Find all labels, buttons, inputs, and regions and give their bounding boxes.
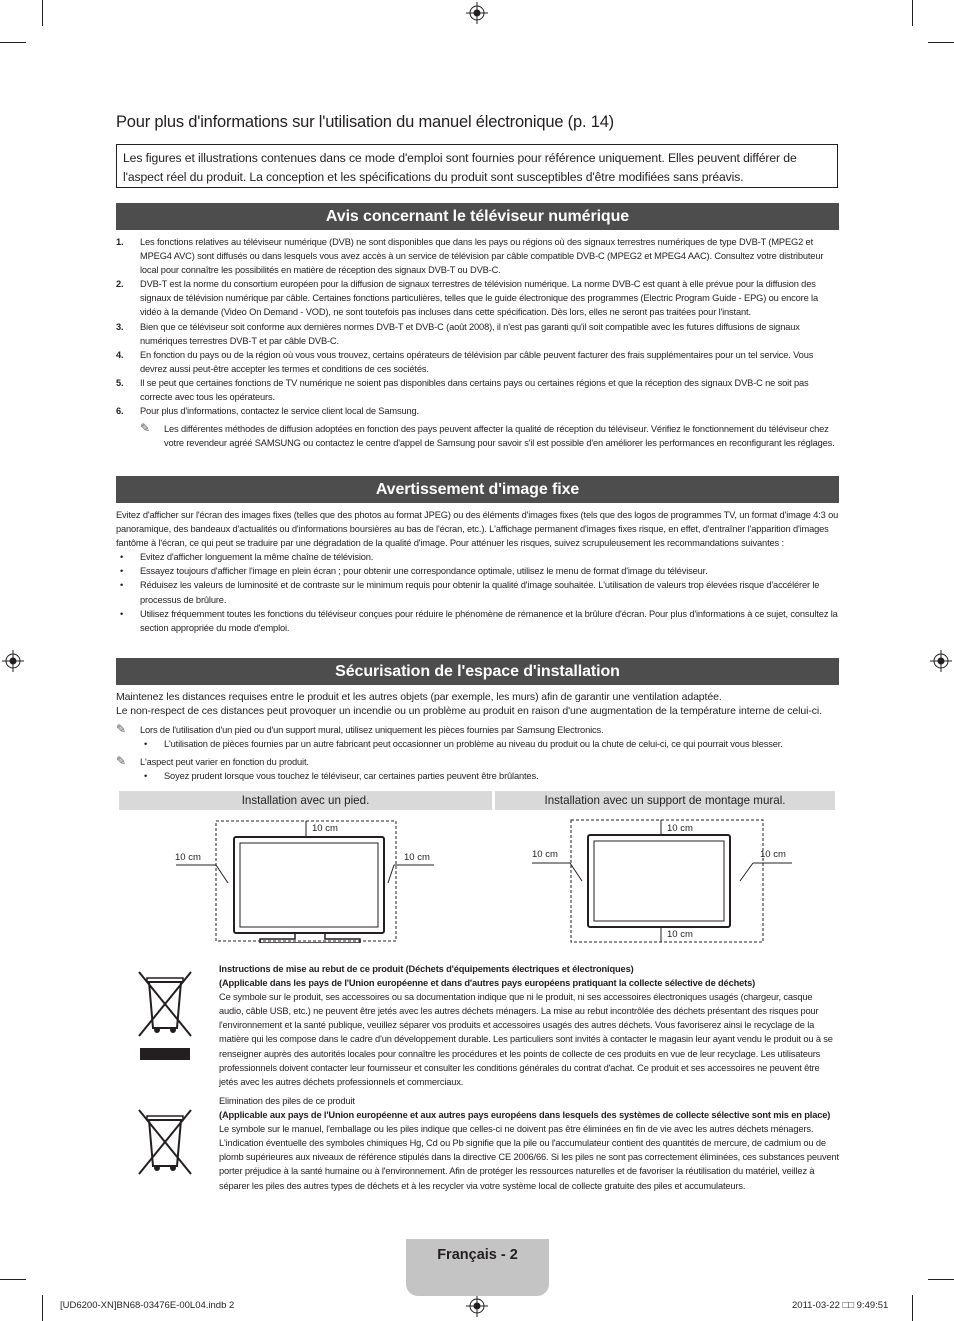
bullet-list: [116, 550, 840, 635]
page-heading: Pour plus d'informations sur l'utilisation du manuel électronique (p. 14): [116, 113, 614, 131]
list-item: • Evitez d'afficher longuement la même chaîne de télévision.: [116, 550, 840, 564]
note-pencil-icon: ✎: [116, 721, 126, 736]
disclaimer-box: Les figures et illustrations contenues dans ce mode d'emploi sont fournies pour référence uniquement. Elles peuvent différer de l'aspect réel du produit. La conception et les spécifications du produit sont susceptibles d'être modifiées sans préavis.: [116, 144, 838, 188]
note: ✎ Lors de l'utilisation d'un pied ou d'un support mural, utilisez uniquement les pièces fournies par Samsung Electronics.: [116, 721, 604, 736]
note-pencil-icon: ✎: [116, 753, 126, 768]
distance-label: 10 cm: [760, 849, 786, 860]
crop-mark: [42, 1295, 43, 1321]
distance-label: 10 cm: [404, 852, 430, 863]
paragraph: Le non-respect de ces distances peut provoquer un incendie ou un problème au produit en raison d'une augmentation de la température interne de celui-ci.: [116, 705, 822, 718]
wall-mount-installation-diagram: [530, 817, 800, 945]
note-pencil-icon: ✎: [140, 421, 150, 436]
list-item: 5. Il se peut que certaines fonctions de TV numérique ne soient pas disponibles dans certains pays ou certaines régions et que la réception des signaux DVB-C ne soit pas correcte avec tous les opérateurs.: [116, 377, 809, 403]
footer-timestamp: 2011-03-22 □□ 9:49:51: [792, 1300, 889, 1311]
paragraph: Evitez d'afficher sur l'écran des images fixes (telles que des photos au format JPEG) ou des éléments d'images fixes (tels que des logos de programmes TV, un format d'image 4:3 ou panoramique, des bandeaux d'actualités ou d'informations boursières au bas de l'écran, etc.). L'affichage permanent d'images fixes risque, en effet, d'entraîner l'apparition d'images fantôme à l'écran, ce qui peut se traduire par une dégradation de la qualité d'image. Pour atténuer les risques, suivez scrupuleusement les recommandations suivantes :: [116, 510, 839, 549]
distance-label: 10 cm: [667, 929, 693, 940]
section-title-installation: Sécurisation de l'espace d'installation: [116, 658, 839, 685]
list-item: 3. Bien que ce téléviseur soit conforme aux dernières normes DVB-T et DVB-C (août 2008), il n'est pas garanti qu'il soit compatible avec les futures diffusions de signaux numériques terrestres DVB-T et par câble DVB-C.: [116, 321, 800, 346]
paragraph: Maintenez les distances requises entre le produit et les autres objets (par exemple, les murs) afin de garantir une ventilation adaptée.: [116, 691, 722, 703]
crossed-battery-bin-icon: [133, 1108, 197, 1178]
section-title-digital-tv: Avis concernant le téléviseur numérique: [116, 203, 839, 230]
battery-disposal-block: [219, 1094, 839, 1193]
diagram-title-wall-mount: Installation avec un support de montage mural.: [495, 791, 835, 810]
stand-installation-diagram: [160, 815, 450, 943]
still-image-block: [116, 508, 840, 635]
weee-heading: Instructions de mise au rebut de ce produit (Déchets d'équipements électriques et électroniques): [219, 964, 634, 974]
battery-heading: Elimination des piles de ce produit: [219, 1096, 355, 1106]
crop-mark: [0, 1279, 26, 1280]
battery-body: Le symbole sur le manuel, l'emballage ou les piles indique que celles-ci ne doivent pas être éliminées en fin de vie avec les autres déchets ménagers. L'indication éventuelle des symboles chimiques Hg, Cd ou Pb signifie que la pile ou l'accumulateur contient des quantités de mercure, de cadmium ou de plomb supérieures aux niveaux de référence stipulés dans la directive CE 2006/66. Si les piles ne sont pas correctement éliminées, ces substances peuvent porter préjudice à la santé humaine ou à l'environnement. Afin de protéger les ressources naturelles et de favoriser la réutilisation du matériel, veillez à séparer les piles des autres types de déchets et à les recycler via votre système local de collecte gratuite des piles et accumulateurs.: [219, 1124, 839, 1191]
distance-label: 10 cm: [175, 852, 201, 863]
installation-block: [116, 690, 840, 783]
page-label: Français - 2: [437, 1247, 518, 1263]
bullet-list: [116, 737, 840, 751]
diagram-title-stand: Installation avec un pied.: [119, 791, 492, 810]
list-item: 6. Pour plus d'informations, contactez le service client local de Samsung.: [116, 406, 419, 417]
list-item: 1. Les fonctions relatives au téléviseur numérique (DVB) ne sont disponibles que dans les pays ou régions où des signaux terrestres numériques de type DVB-T (MPEG2 et MPEG4 AVC) sont diffusés ou dans lesquels vous avez accès à un service de télévision par câble compatible DVB-C (MPEG2 et MPEG4 AAC). Consultez votre distributeur local pour connaître les possibilités en matière de réception des signaux DVB-T ou DVB-C.: [116, 237, 824, 276]
note: ✎ Les différentes méthodes de diffusion adoptées en fonction des pays peuvent affecter la qualité de réception du téléviseur. Vérifiez le fonctionnement du téléviseur chez votre revendeur agréé SAMSUNG ou contactez le centre d'appel de Samsung pour savoir s'il est possible d'en améliorer les performances en reconfigurant les réglages.: [140, 421, 835, 449]
list-item: 2. DVB-T est la norme du consortium européen pour la diffusion de signaux terrestres de télévision numérique. La norme DVB-C est quant à elle prévue pour la diffusion des signaux de télévision numérique par câble. Certaines fonctions particulières, telles que le guide électronique des programmes (Electric Program Guide - EPG) ou encore la vidéo à la demande (Video On Demand - VOD), ne sont toutefois pas incluses dans cette spécification. Dès lors, elles ne seront pas traitées pour l'instant.: [116, 279, 818, 318]
distance-label: 10 cm: [532, 849, 558, 860]
list-item: 4. En fonction du pays ou de la région où vous vous trouvez, certains opérateurs de télévision par câble peuvent facturer des frais supplémentaires pour un tel service. Vous devrez aussi peut-être accepter les termes et conditions de ces sociétés.: [116, 349, 814, 374]
crop-mark: [0, 42, 26, 43]
registration-mark-icon: [466, 1295, 488, 1317]
registration-mark-icon: [466, 2, 488, 24]
note: ✎ L'aspect peut varier en fonction du produit.: [116, 753, 309, 768]
list-item: • Soyez prudent lorsque vous touchez le téléviseur, car certaines parties peuvent être brûlantes.: [140, 769, 840, 783]
page-number-tab: [406, 1239, 549, 1296]
list-item: • Réduisez les valeurs de luminosité et de contraste sur le minimum requis pour obtenir la qualité d'image souhaitée. L'utilisation de valeurs trop élevées risque d'accélérer le processus de brûlure.: [116, 578, 840, 606]
section-title-still-image: Avertissement d'image fixe: [116, 476, 839, 503]
weee-subheading: (Applicable dans les pays de l'Union européenne et dans d'autres pays européens pratiquant la collecte sélective de déchets): [219, 978, 756, 989]
battery-subheading: (Applicable aux pays de l'Union européenne et aux autres pays européens dans lesquels des systèmes de collecte sélective sont mis en place): [219, 1110, 831, 1121]
bullet-list: [116, 769, 840, 783]
weee-disposal-block: [219, 962, 839, 1089]
distance-label: 10 cm: [312, 823, 338, 834]
crop-mark: [928, 42, 954, 43]
list-item: • Utilisez fréquemment toutes les fonctions du téléviseur conçues pour réduire le phénomène de rémanence et la brûlure d'écran. Pour plus d'informations à ce sujet, consultez la section appropriée du mode d'emploi.: [116, 607, 840, 635]
weee-body: Ce symbole sur le produit, ses accessoires ou sa documentation indique que ni le produit, ni ses accessoires électroniques usagés (chargeur, casque audio, câble USB, etc.) ne peuvent être jetés avec les autres déchets ménagers. La mise au rebut incontrôlée des déchets présentant des risques pour l'environnement et la santé publique, veuillez séparer vos produits et accessoires usagés des autres déchets. Vous favoriserez ainsi le recyclage de la matière qui les compose dans le cadre d'un développement durable. Les particuliers sont invités à contacter le magasin leur ayant vendu le produit ou à se renseigner auprès des autorités locales pour connaître les procédures et les points de collecte de ces produits en vue de leur recyclage. Les utilisateurs professionnels doivent contacter leur fournisseur et consulter les conditions générales du contrat d'achat. Ce produit et ses accessoires ne peuvent être jetés avec les autres déchets professionnels et commerciaux.: [219, 992, 833, 1087]
digital-tv-list: [116, 235, 838, 450]
crop-mark: [928, 1279, 954, 1280]
crossed-bin-icon: [133, 966, 197, 1064]
crop-mark: [912, 1295, 913, 1321]
list-item: • Essayez toujours d'afficher l'image en plein écran ; pour obtenir une correspondance optimale, utilisez le menu de format d'image du téléviseur.: [116, 564, 840, 578]
registration-mark-icon: [2, 650, 24, 672]
crop-mark: [42, 0, 43, 26]
distance-label: 10 cm: [667, 823, 693, 834]
list-item: • L'utilisation de pièces fournies par un autre fabricant peut occasionner un problème au niveau du produit ou la chute de celui-ci, ce qui pourrait vous blesser.: [140, 737, 840, 751]
crop-mark: [912, 0, 913, 26]
registration-mark-icon: [930, 650, 952, 672]
footer-file-info: [UD6200-XN]BN68-03476E-00L04.indb 2: [60, 1300, 235, 1311]
